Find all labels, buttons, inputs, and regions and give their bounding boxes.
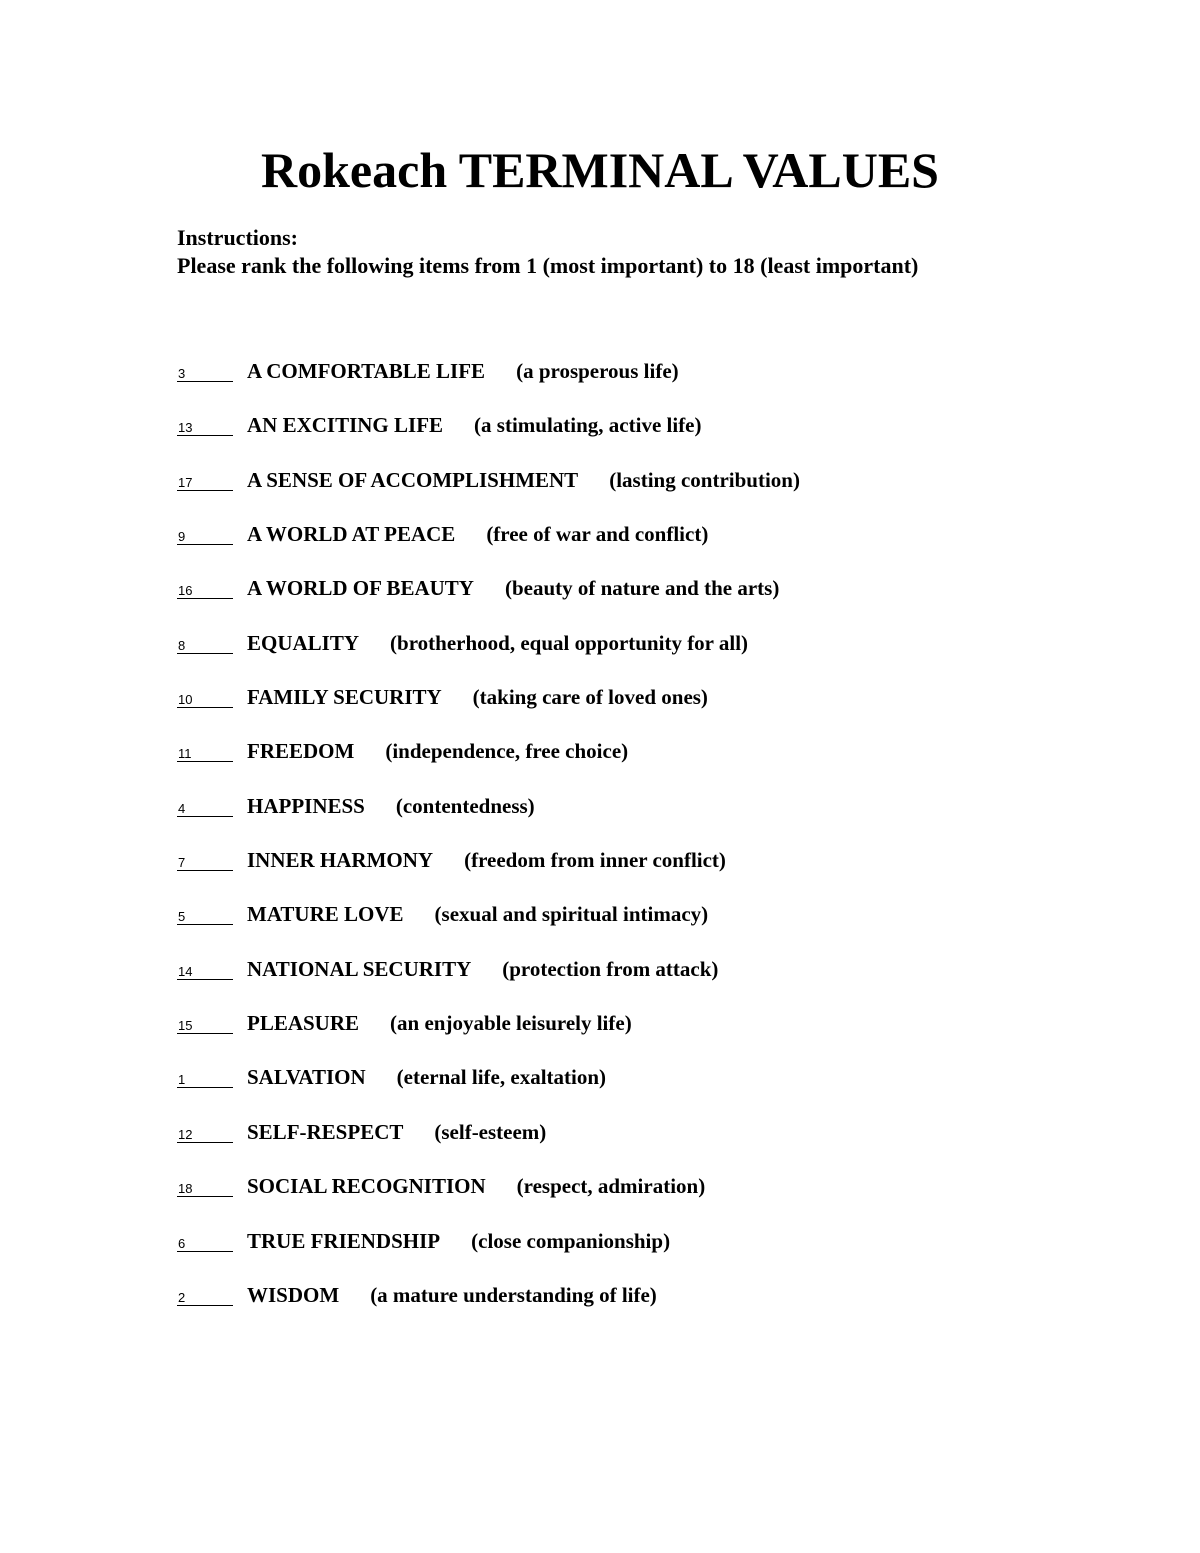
rank-underline	[177, 707, 233, 708]
value-description: (protection from attack)	[502, 956, 719, 981]
value-description: (a prosperous life)	[516, 359, 679, 383]
value-name: EQUALITY	[247, 630, 360, 655]
instructions-heading: Instructions:	[177, 225, 299, 250]
value-name: A WORLD AT PEACE	[247, 522, 456, 547]
value-description: (beauty of nature and the arts)	[504, 576, 780, 601]
rank-value: 17	[178, 474, 193, 490]
rank-value: 16	[178, 583, 193, 599]
value-row	[177, 792, 1077, 846]
value-description: (a stimulating, active life)	[474, 413, 702, 438]
value-row	[177, 411, 1077, 465]
rank-underline	[177, 816, 233, 817]
rank-value: 11	[178, 746, 192, 762]
value-name: SELF-RESPECT	[247, 1119, 404, 1144]
value-row	[177, 846, 1077, 900]
value-name: A COMFORTABLE LIFE	[247, 359, 486, 383]
rank-value: 3	[178, 366, 186, 381]
value-row	[177, 466, 1077, 520]
value-description: (taking care of loved ones)	[472, 685, 708, 710]
rank-field[interactable]	[177, 629, 233, 655]
rank-field[interactable]	[177, 1063, 233, 1089]
value-row	[177, 955, 1077, 1009]
instructions-text: Please rank the following items from 1 (most important) to 18 (least important)	[177, 253, 919, 278]
value-name: PLEASURE	[247, 1011, 360, 1036]
rank-field[interactable]	[177, 1227, 233, 1253]
value-description: (self-esteem)	[434, 1119, 547, 1144]
value-row	[177, 1063, 1077, 1117]
rank-underline	[177, 761, 233, 762]
value-row	[177, 520, 1077, 574]
rank-underline	[177, 381, 233, 382]
rank-value: 7	[178, 855, 186, 871]
rank-underline	[177, 1087, 233, 1088]
rank-underline	[177, 1033, 233, 1034]
value-name: SALVATION	[247, 1065, 366, 1090]
rank-value: 6	[178, 1235, 186, 1251]
rank-value: 12	[178, 1126, 193, 1142]
instructions-block	[177, 224, 918, 280]
value-description: (contentedness)	[395, 793, 535, 818]
rank-underline	[177, 924, 233, 925]
rank-underline	[177, 870, 233, 871]
rank-value: 13	[178, 420, 193, 436]
rank-field[interactable]	[177, 574, 233, 600]
rank-underline	[177, 1251, 233, 1252]
rank-underline	[177, 653, 233, 654]
value-row	[177, 683, 1077, 737]
rank-field[interactable]	[177, 1281, 233, 1307]
rank-value: 1	[178, 1072, 186, 1088]
value-description: (a mature understanding of life)	[370, 1282, 657, 1307]
rank-underline	[177, 544, 233, 545]
value-name: SOCIAL RECOGNITION	[247, 1174, 486, 1199]
value-description: (close companionship)	[471, 1228, 671, 1253]
value-row	[177, 1172, 1077, 1226]
value-description: (independence, free choice)	[385, 739, 629, 764]
rank-field[interactable]	[177, 683, 233, 709]
rank-field[interactable]	[177, 520, 233, 546]
rank-field[interactable]	[177, 792, 233, 818]
value-row	[177, 900, 1077, 954]
value-name: HAPPINESS	[247, 793, 365, 818]
rank-field[interactable]	[177, 737, 233, 763]
rank-value: 5	[178, 909, 186, 925]
terminal-values-list	[177, 357, 1077, 1335]
value-row	[177, 629, 1077, 683]
rank-underline	[177, 1196, 233, 1197]
value-name: A SENSE OF ACCOMPLISHMENT	[247, 467, 579, 492]
value-description: (lasting contribution)	[609, 467, 800, 492]
value-row	[177, 574, 1077, 628]
value-name: WISDOM	[247, 1282, 340, 1307]
value-name: MATURE LOVE	[247, 902, 404, 927]
rank-value: 9	[178, 529, 186, 545]
page-title: Rokeach TERMINAL VALUES	[261, 142, 939, 198]
value-name: NATIONAL SECURITY	[247, 956, 472, 981]
rank-value: 2	[178, 1289, 186, 1305]
rank-value: 8	[178, 637, 186, 653]
value-description: (eternal life, exaltation)	[396, 1065, 607, 1090]
value-name: A WORLD OF BEAUTY	[247, 576, 474, 601]
rank-value: 14	[178, 963, 193, 979]
rank-field[interactable]	[177, 357, 233, 383]
value-description: (respect, admiration)	[516, 1174, 706, 1199]
value-description: (free of war and conflict)	[486, 522, 709, 547]
rank-underline	[177, 979, 233, 980]
value-row	[177, 1009, 1077, 1063]
value-name: TRUE FRIENDSHIP	[247, 1228, 441, 1253]
rank-value: 18	[178, 1181, 193, 1197]
value-name: AN EXCITING LIFE	[247, 413, 444, 438]
rank-value: 4	[178, 800, 186, 816]
rank-field[interactable]	[177, 900, 233, 926]
value-name: FAMILY SECURITY	[247, 685, 442, 710]
value-row	[177, 1227, 1077, 1281]
rank-field[interactable]	[177, 846, 233, 872]
rank-underline	[177, 1305, 233, 1306]
value-description: (an enjoyable leisurely life)	[390, 1011, 632, 1036]
rank-field[interactable]	[177, 411, 233, 437]
rank-field[interactable]	[177, 955, 233, 981]
value-name: INNER HARMONY	[247, 848, 434, 873]
rank-value: 10	[178, 692, 193, 708]
rank-underline	[177, 490, 233, 491]
value-description: (sexual and spiritual intimacy)	[434, 902, 709, 927]
rank-field[interactable]	[177, 1009, 233, 1035]
rank-underline	[177, 435, 233, 436]
rank-field[interactable]	[177, 466, 233, 492]
rank-underline	[177, 1142, 233, 1143]
value-row	[177, 1281, 1077, 1335]
rank-field[interactable]	[177, 1118, 233, 1144]
rank-underline	[177, 598, 233, 599]
value-row	[177, 1118, 1077, 1172]
rank-value: 15	[178, 1018, 193, 1034]
rank-field[interactable]	[177, 1172, 233, 1198]
value-description: (freedom from inner conflict)	[464, 848, 726, 873]
value-name: FREEDOM	[247, 739, 355, 764]
value-row	[177, 357, 1077, 411]
value-row	[177, 737, 1077, 791]
value-description: (brotherhood, equal opportunity for all)	[390, 630, 749, 655]
